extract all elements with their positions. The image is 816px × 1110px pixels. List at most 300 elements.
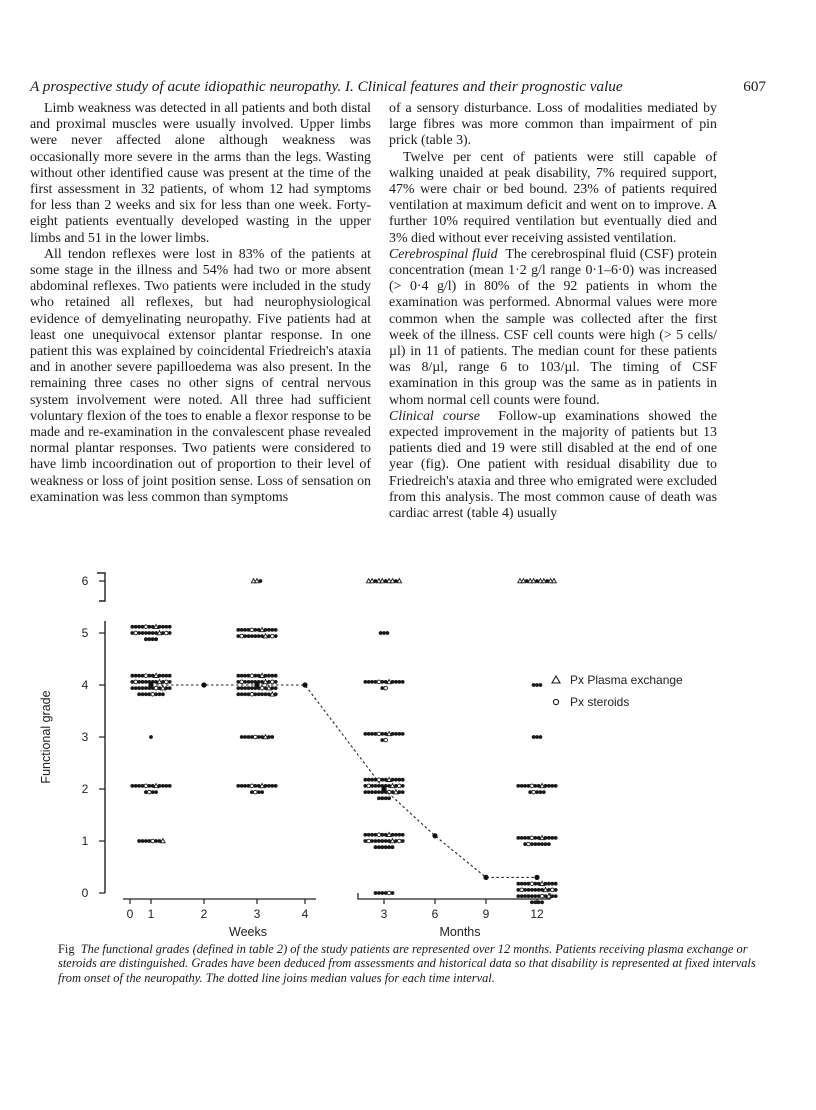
data-point: [554, 888, 558, 892]
data-point: [386, 631, 390, 635]
data-point: [544, 842, 548, 846]
data-point: [141, 686, 145, 690]
data-point: [161, 674, 165, 678]
data-point: [144, 692, 148, 696]
week-tick-label: 3: [253, 907, 261, 921]
y-tick-label: 2: [81, 782, 89, 796]
data-point: [380, 845, 384, 849]
data-point: [168, 625, 172, 629]
data-point: [257, 634, 261, 638]
data-point: [554, 894, 558, 898]
data-point: [520, 882, 524, 886]
data-point: [250, 680, 254, 684]
data-point-steroids: [532, 790, 536, 794]
y-axis-title: Functional grade: [39, 690, 53, 784]
paragraph-clinical-course: [389, 409, 717, 522]
median-point: [432, 833, 437, 838]
data-point: [535, 790, 539, 794]
data-point: [550, 836, 554, 840]
data-point: [516, 882, 520, 886]
y-tick-label: 4: [81, 678, 89, 692]
data-point: [240, 692, 244, 696]
data-point: [259, 579, 263, 583]
data-point: [267, 628, 271, 632]
data-point: [401, 778, 405, 782]
median-point: [148, 682, 153, 687]
data-point: [394, 778, 398, 782]
data-point: [530, 900, 534, 904]
data-point-steroids: [144, 625, 148, 629]
data-point: [391, 833, 395, 837]
data-point: [394, 732, 398, 736]
data-point-steroids: [367, 784, 371, 788]
legend-triangle-icon: [552, 676, 560, 683]
data-point: [260, 692, 264, 696]
data-point: [137, 686, 141, 690]
data-point: [523, 784, 527, 788]
data-point: [253, 692, 257, 696]
data-point: [370, 790, 374, 794]
data-point: [516, 836, 520, 840]
data-point-steroids: [530, 882, 534, 886]
data-point-steroids: [271, 680, 275, 684]
data-point: [550, 784, 554, 788]
data-point: [243, 674, 247, 678]
legend-plasma-exchange: Px Plasma exchange: [570, 673, 683, 687]
data-point: [257, 790, 261, 794]
data-point: [530, 842, 534, 846]
data-point: [168, 674, 172, 678]
data-point: [523, 894, 527, 898]
paragraph-tendon-reflexes: All tendon reflexes were lost in 83% of the patients at some stage in the illness and 54% had two or more absent abdominal reflexes. Two patients were included in the study who retained all reflexes, but had neurophysiological evidence of demyelinating neuropathy. Five patients had at least one unequivocal extensor plantar response. In one patient this was explained by coincidental Friedreich's ataxia and in another severe papilloedema was also present. In the remaining three cases no other signs of central nervous system involvement were noted. All three had sufficient voluntary flexion of the toes to enable a flexor response to be made and re-examination in the convalescent phase revealed normal plantar responses. Two patients were considered to have limb incoordination out of proportion to their level of weakness or loss of joint position sense. Loss of sensation on examination was less common than symptoms: [30, 246, 371, 505]
paragraph-walking: Twelve per cent of patients were still capable of walking unaided at peak disability, 7% required support, 47% were chair or bed bound. 23% of patients required ventilation at maximum deficit and went on to improve. A further 10% required ventilation but eventually died and 3% died without ever receiving assisted ventilation.: [389, 149, 717, 246]
data-point: [168, 784, 172, 788]
data-point: [243, 784, 247, 788]
data-point: [274, 784, 278, 788]
data-point: [130, 625, 134, 629]
caption-text: The functional grades (defined in table 2) of the study patients are represented over 12 months. Patients receiving plasma exchange or steroids are distinguished. Grades have been deduced from assessments and historical data so that disability is represented at fixed intervals from onset of the neuropathy. The dotted line joins median values for each time interval.: [58, 942, 756, 985]
data-point: [533, 842, 537, 846]
data-point: [397, 790, 401, 794]
data-point: [387, 845, 391, 849]
data-point-steroids: [384, 738, 388, 742]
data-point: [391, 845, 395, 849]
week-tick-label: 2: [200, 907, 208, 921]
data-point: [137, 631, 141, 635]
data-point: [391, 891, 395, 895]
data-point-steroids: [250, 784, 254, 788]
data-point: [380, 833, 384, 837]
data-point: [554, 836, 558, 840]
data-point-steroids: [154, 686, 158, 690]
data-point: [240, 784, 244, 788]
data-point: [374, 891, 378, 895]
data-point: [137, 680, 141, 684]
data-point: [377, 839, 381, 843]
data-point: [164, 686, 168, 690]
data-point: [539, 790, 543, 794]
data-point-steroids: [250, 674, 254, 678]
data-point-steroids: [530, 784, 534, 788]
data-point: [370, 680, 374, 684]
data-point: [370, 732, 374, 736]
data-point: [377, 845, 381, 849]
data-point: [523, 836, 527, 840]
paragraph-csf: [389, 247, 717, 409]
data-point: [533, 888, 537, 892]
data-point: [141, 680, 145, 684]
legend-circle-icon: [553, 699, 558, 704]
data-point: [363, 790, 367, 794]
data-point: [367, 680, 371, 684]
data-point: [377, 790, 381, 794]
week-tick-label: 0: [126, 907, 134, 921]
left-column: [30, 101, 371, 506]
data-point: [363, 833, 367, 837]
data-point: [370, 778, 374, 782]
data-point: [363, 680, 367, 684]
functional-grade-chart: [30, 570, 750, 945]
data-point: [141, 692, 145, 696]
data-point: [370, 839, 374, 843]
data-point: [137, 625, 141, 629]
data-point: [243, 634, 247, 638]
data-point: [257, 735, 261, 739]
data-point: [387, 796, 391, 800]
data-point: [527, 888, 531, 892]
data-point-plasma-exchange: [397, 579, 402, 583]
data-point: [264, 674, 268, 678]
data-point: [264, 784, 268, 788]
data-point-steroids: [377, 778, 381, 782]
data-point: [130, 674, 134, 678]
week-tick-label: 1: [147, 907, 155, 921]
data-point: [520, 894, 524, 898]
data-point: [168, 680, 172, 684]
data-point-steroids: [144, 784, 148, 788]
data-point: [391, 778, 395, 782]
data-point: [380, 796, 384, 800]
data-point: [168, 631, 172, 635]
median-point: [254, 682, 259, 687]
data-point: [134, 784, 138, 788]
month-tick-label: 12: [530, 907, 544, 921]
data-point: [520, 784, 524, 788]
y-tick-label: 6: [81, 574, 89, 588]
data-point: [370, 833, 374, 837]
data-point: [547, 784, 551, 788]
data-point: [144, 637, 148, 641]
median-point: [302, 682, 307, 687]
data-point: [533, 784, 537, 788]
data-point: [547, 842, 551, 846]
data-point: [154, 692, 158, 696]
data-point: [539, 683, 543, 687]
data-point: [367, 732, 371, 736]
data-point: [397, 732, 401, 736]
data-point-steroids: [377, 680, 381, 684]
y-tick-label: 0: [81, 886, 89, 900]
y-tick-label: 1: [81, 834, 89, 848]
data-point: [147, 674, 151, 678]
data-point: [532, 735, 536, 739]
data-point: [537, 900, 541, 904]
data-point: [247, 634, 251, 638]
data-point: [533, 894, 537, 898]
data-point: [274, 692, 278, 696]
data-point: [363, 732, 367, 736]
data-point: [384, 839, 388, 843]
data-point: [253, 674, 257, 678]
data-point: [384, 845, 388, 849]
data-point: [274, 628, 278, 632]
data-point-steroids: [240, 680, 244, 684]
data-point: [274, 674, 278, 678]
right-column: [389, 101, 717, 522]
clinical-course-text: Follow-up examinations showed the expected improvement in the majority of patients but 13 patients died and 19 were still disabled at the end of one year (fig). One patient with residual disability due to Friedreich's ataxia and three who emigrated were excluded from this analysis. The most common cause of death was cardiac arrest (table 4) usually: [389, 408, 717, 522]
weeks-axis-title: Weeks: [229, 925, 267, 939]
data-point: [523, 882, 527, 886]
data-point: [554, 882, 558, 886]
data-point: [377, 796, 381, 800]
data-point: [243, 680, 247, 684]
figure-caption: [58, 942, 764, 985]
data-point: [401, 839, 405, 843]
data-point: [374, 845, 378, 849]
data-point: [533, 836, 537, 840]
data-point: [367, 778, 371, 782]
data-point: [397, 680, 401, 684]
y-tick-label: 3: [81, 730, 89, 744]
data-point-steroids: [148, 790, 152, 794]
data-point: [154, 839, 158, 843]
data-point: [530, 894, 534, 898]
running-title: A prospective study of acute idiopathic neuropathy. I. Clinical features and their prognostic value: [30, 78, 623, 95]
data-point: [550, 894, 554, 898]
data-point: [530, 888, 534, 892]
data-point-steroids: [165, 680, 169, 684]
data-point: [236, 692, 240, 696]
data-point: [544, 882, 548, 886]
median-point: [201, 682, 206, 687]
data-point: [270, 628, 274, 632]
y-tick-label: 5: [81, 626, 89, 640]
data-point: [401, 680, 405, 684]
data-point-steroids: [398, 839, 402, 843]
data-point: [147, 784, 151, 788]
data-point: [141, 631, 145, 635]
data-point-steroids: [134, 631, 138, 635]
data-point: [158, 674, 162, 678]
data-point: [537, 842, 541, 846]
data-point: [532, 683, 536, 687]
data-point: [539, 735, 543, 739]
data-point: [374, 839, 378, 843]
data-point: [374, 790, 378, 794]
legend-steroids: Px steroids: [570, 695, 630, 709]
data-point: [516, 894, 520, 898]
data-point: [377, 891, 381, 895]
data-point: [527, 894, 531, 898]
data-point: [243, 628, 247, 632]
data-point: [274, 686, 278, 690]
data-point: [264, 692, 268, 696]
data-point: [384, 796, 388, 800]
data-point: [270, 674, 274, 678]
data-point: [161, 784, 165, 788]
data-point: [270, 784, 274, 788]
data-point: [379, 631, 383, 635]
data-point-steroids: [165, 631, 169, 635]
data-point: [168, 686, 172, 690]
data-point: [236, 628, 240, 632]
data-point: [535, 735, 539, 739]
y-axis-break: [97, 573, 105, 601]
data-point: [161, 625, 165, 629]
data-point: [161, 692, 165, 696]
data-point: [391, 680, 395, 684]
data-point: [542, 790, 546, 794]
data-point: [144, 839, 148, 843]
data-point: [137, 692, 141, 696]
data-point: [397, 833, 401, 837]
data-point: [540, 900, 544, 904]
data-point: [240, 686, 244, 690]
data-point: [137, 784, 141, 788]
data-point: [540, 842, 544, 846]
data-point: [377, 784, 381, 788]
data-point-plasma-exchange: [552, 579, 557, 583]
data-point: [533, 900, 537, 904]
data-point: [544, 836, 548, 840]
data-point: [240, 735, 244, 739]
data-point: [267, 735, 271, 739]
clinical-course-heading: Clinical course: [389, 408, 480, 424]
data-point: [149, 735, 153, 739]
data-point-steroids: [144, 674, 148, 678]
data-point: [164, 784, 168, 788]
data-point: [253, 634, 257, 638]
data-point: [134, 686, 138, 690]
data-point: [240, 674, 244, 678]
data-point: [147, 625, 151, 629]
data-point-steroids: [384, 686, 388, 690]
data-point: [158, 784, 162, 788]
median-line: [151, 685, 537, 877]
data-point: [267, 674, 271, 678]
data-point-steroids: [151, 693, 155, 697]
data-point: [151, 637, 155, 641]
data-point: [164, 625, 168, 629]
data-point-steroids: [260, 686, 264, 690]
data-point: [158, 692, 162, 696]
data-point: [523, 888, 527, 892]
data-point-steroids: [530, 836, 534, 840]
data-point-steroids: [527, 842, 531, 846]
data-point: [260, 790, 264, 794]
data-point: [401, 833, 405, 837]
data-point: [394, 680, 398, 684]
data-point: [236, 674, 240, 678]
data-point-steroids: [387, 891, 391, 895]
data-point: [394, 833, 398, 837]
data-point: [236, 784, 240, 788]
data-point: [137, 674, 141, 678]
data-point: [243, 735, 247, 739]
data-point: [267, 784, 271, 788]
data-point: [520, 836, 524, 840]
data-point: [243, 692, 247, 696]
data-point-steroids: [254, 790, 258, 794]
data-point: [147, 631, 151, 635]
data-point-steroids: [250, 693, 254, 697]
data-point-steroids: [377, 833, 381, 837]
data-point: [516, 784, 520, 788]
data-point: [533, 882, 537, 886]
data-point: [535, 683, 539, 687]
data-point: [164, 674, 168, 678]
data-point: [401, 732, 405, 736]
median-point: [381, 786, 386, 791]
month-tick-label: 3: [380, 907, 388, 921]
data-point: [154, 790, 158, 794]
data-point: [550, 882, 554, 886]
data-point: [253, 784, 257, 788]
data-point: [151, 631, 155, 635]
data-point: [264, 628, 268, 632]
data-point-steroids: [254, 735, 258, 739]
data-point: [151, 790, 155, 794]
data-point: [274, 680, 278, 684]
data-point-steroids: [367, 839, 371, 843]
week-tick-label: 4: [301, 907, 309, 921]
data-point: [374, 784, 378, 788]
data-point: [270, 735, 274, 739]
data-point: [144, 680, 148, 684]
data-point-steroids: [250, 628, 254, 632]
data-point: [537, 888, 541, 892]
data-point: [134, 674, 138, 678]
csf-heading: Cerebrospinal fluid: [389, 246, 498, 262]
data-point-steroids: [240, 634, 244, 638]
page-number: 607: [743, 78, 766, 95]
data-point: [270, 686, 274, 690]
data-point: [401, 790, 405, 794]
data-point: [363, 778, 367, 782]
data-point: [130, 784, 134, 788]
data-point: [257, 692, 261, 696]
data-point: [253, 628, 257, 632]
data-point: [236, 686, 240, 690]
paragraph-sensory-continued: of a sensory disturbance. Loss of modalities mediated by large fibres was more common than impairment of pin prick (table 3).: [389, 101, 717, 149]
data-point: [367, 790, 371, 794]
data-point: [144, 631, 148, 635]
data-point: [247, 735, 251, 739]
data-point-steroids: [377, 732, 381, 736]
caption-label: Fig: [58, 942, 75, 956]
data-point: [391, 732, 395, 736]
data-point-plasma-exchange: [161, 839, 166, 843]
data-point: [397, 778, 401, 782]
data-point-steroids: [271, 634, 275, 638]
data-point: [380, 732, 384, 736]
data-point-steroids: [540, 894, 544, 898]
figure: [30, 570, 750, 945]
data-point: [243, 686, 247, 690]
data-point: [380, 891, 384, 895]
data-point-steroids: [134, 680, 138, 684]
data-point: [137, 839, 141, 843]
